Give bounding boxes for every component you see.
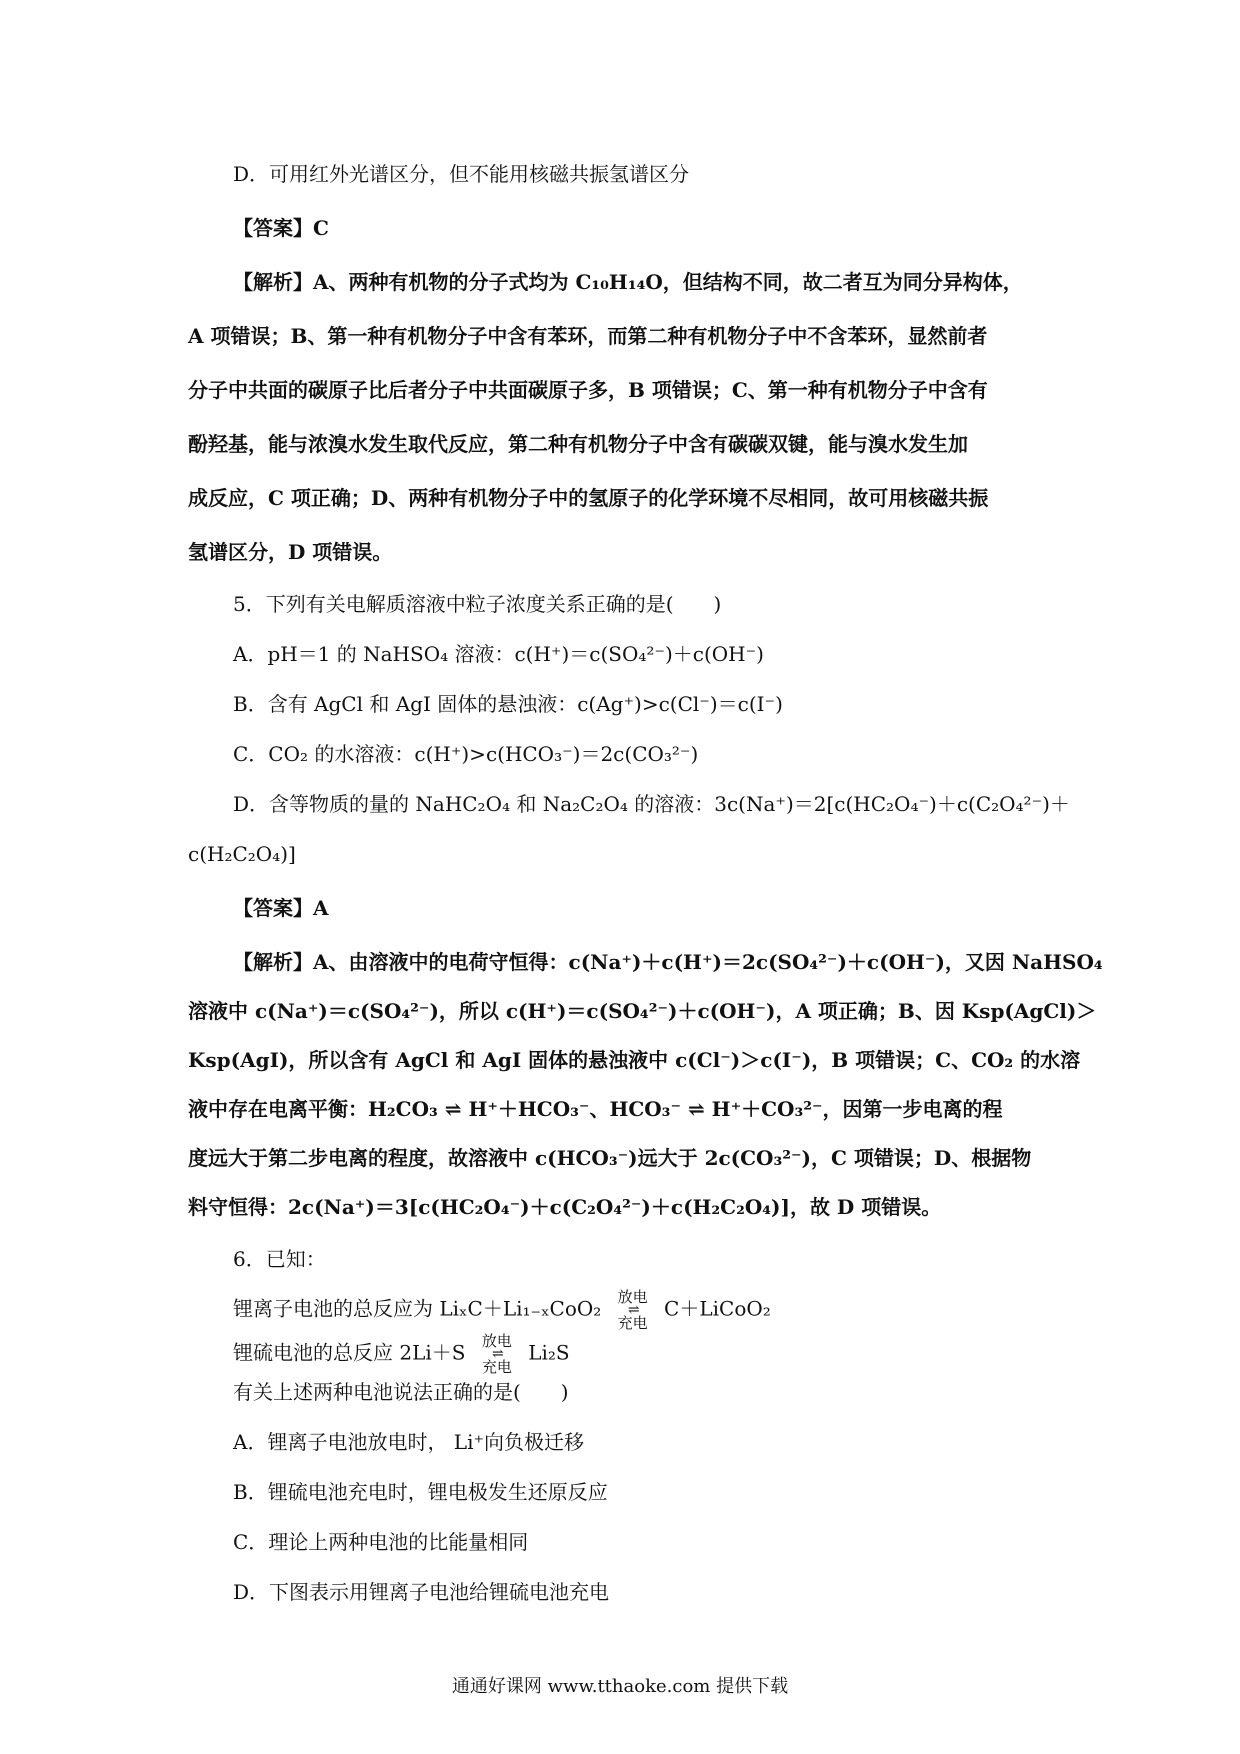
- discharge-label: 放电: [481, 1332, 512, 1350]
- q5-option-d-cont: c(H₂C₂O₄)]: [188, 842, 296, 866]
- reaction-right: Li₂S: [528, 1340, 570, 1365]
- q5-option-c: C．CO₂ 的水溶液：c(H⁺)>c(HCO₃⁻)＝2c(CO₃²⁻): [233, 742, 699, 766]
- q6-option-b: B．锂硫电池充电时，锂电极发生还原反应: [233, 1480, 608, 1504]
- reversible-arrow: [482, 1332, 512, 1376]
- q5-analysis-line: 溶液中 c(Na⁺)＝c(SO₄²⁻)，所以 c(H⁺)＝c(SO₄²⁻)＋c(OH⁻)，A 项正确；B、因 Ksp(AgCl)＞: [188, 999, 1097, 1023]
- q5-stem: 5．下列有关电解质溶液中粒子浓度关系正确的是( ): [233, 592, 722, 616]
- analysis-text: A、由溶液中的电荷守恒得：c(Na⁺)＋c(H⁺)＝2c(SO₄²⁻)＋c(OH⁻)，又因 NaHSO₄: [313, 950, 1103, 974]
- answer-value: A: [313, 896, 329, 920]
- q5-option-a: A．pH＝1 的 NaHSO₄ 溶液：c(H⁺)＝c(SO₄²⁻)＋c(OH⁻): [233, 642, 764, 666]
- q6-question: 有关上述两种电池说法正确的是( ): [233, 1380, 569, 1404]
- analysis-label: 【解析】: [233, 270, 313, 294]
- q5-answer: [233, 894, 329, 922]
- q4-analysis-line: 氢谱区分，D 项错误。: [188, 540, 393, 564]
- answer-value: C: [313, 216, 329, 240]
- q6-option-c: C．理论上两种电池的比能量相同: [233, 1530, 529, 1554]
- q5-analysis-line: 度远大于第二步电离的程度，故溶液中 c(HCO₃⁻)远大于 2c(CO₃²⁻)，C 项错误；D、根据物: [188, 1146, 1032, 1170]
- charge-label: 充电: [617, 1314, 648, 1332]
- q5-analysis-line: 料守恒得：2c(Na⁺)＝3[c(HC₂O₄⁻)＋c(C₂O₄²⁻)＋c(H₂C₂O₄)]，故 D 项错误。: [188, 1195, 942, 1219]
- reversible-arrow: [618, 1288, 648, 1332]
- q5-option-d: D．含等物质的量的 NaHC₂O₄ 和 Na₂C₂O₄ 的溶液：3c(Na⁺)＝2[c(HC₂O₄⁻)＋c(C₂O₄²⁻)＋: [233, 792, 1070, 816]
- q4-analysis-line: 酚羟基，能与浓溴水发生取代反应，第二种有机物分子中含有碳碳双键，能与溴水发生加: [188, 432, 968, 456]
- analysis-label: 【解析】: [233, 950, 313, 974]
- q4-analysis-line: A 项错误；B、第一种有机物分子中含有苯环，而第二种有机物分子中不含苯环，显然前者: [188, 324, 988, 348]
- analysis-text: A、两种有机物的分子式均为 C₁₀H₁₄O，但结构不同，故二者互为同分异构体，: [313, 270, 1023, 294]
- q4-analysis-line: [233, 268, 1023, 296]
- q5-analysis-line: Ksp(AgI)，所以含有 AgCl 和 AgI 固体的悬浊液中 c(Cl⁻)＞c(I⁻)，B 项错误；C、CO₂ 的水溶: [188, 1048, 1081, 1072]
- reaction-right: C＋LiCoO₂: [664, 1296, 771, 1321]
- q6-option-a: A．锂离子电池放电时， Li⁺向负极迁移: [233, 1430, 585, 1454]
- page-footer: 通通好课网 www.tthaoke.com 提供下载: [451, 1676, 789, 1697]
- equilibrium-arrow-icon: ⇌: [627, 1302, 638, 1318]
- q5-analysis-line: 液中存在电离平衡：H₂CO₃ ⇌ H⁺＋HCO₃⁻、HCO₃⁻ ⇌ H⁺＋CO₃²⁻，因第一步电离的程: [188, 1097, 1003, 1121]
- reaction-left: 锂硫电池的总反应 2Li＋S: [233, 1340, 466, 1365]
- q4-option-d: D．可用红外光谱区分，但不能用核磁共振氢谱区分: [233, 162, 690, 186]
- q6-stem: 6．已知：: [233, 1247, 326, 1271]
- charge-label: 充电: [481, 1358, 512, 1376]
- discharge-label: 放电: [617, 1288, 648, 1306]
- q6-li-ion-reaction: [233, 1288, 771, 1332]
- answer-label: 【答案】: [233, 896, 313, 920]
- q4-analysis-line: 成反应，C 项正确；D、两种有机物分子中的氢原子的化学环境不尽相同，故可用核磁共振: [188, 486, 989, 510]
- q4-analysis-line: 分子中共面的碳原子比后者分子中共面碳原子多，B 项错误；C、第一种有机物分子中含有: [188, 378, 988, 402]
- q5-option-b: B．含有 AgCl 和 AgI 固体的悬浊液：c(Ag⁺)>c(Cl⁻)＝c(I⁻): [233, 692, 783, 716]
- reaction-left: 锂离子电池的总反应为 LiₓC＋Li₁₋ₓCoO₂: [233, 1296, 602, 1321]
- equilibrium-arrow-icon: ⇌: [491, 1346, 502, 1362]
- q6-li-s-reaction: [233, 1332, 570, 1376]
- answer-label: 【答案】: [233, 216, 313, 240]
- q4-answer: [233, 214, 329, 242]
- q5-analysis-line: [233, 948, 1103, 976]
- q6-option-d: D．下图表示用锂离子电池给锂硫电池充电: [233, 1580, 610, 1604]
